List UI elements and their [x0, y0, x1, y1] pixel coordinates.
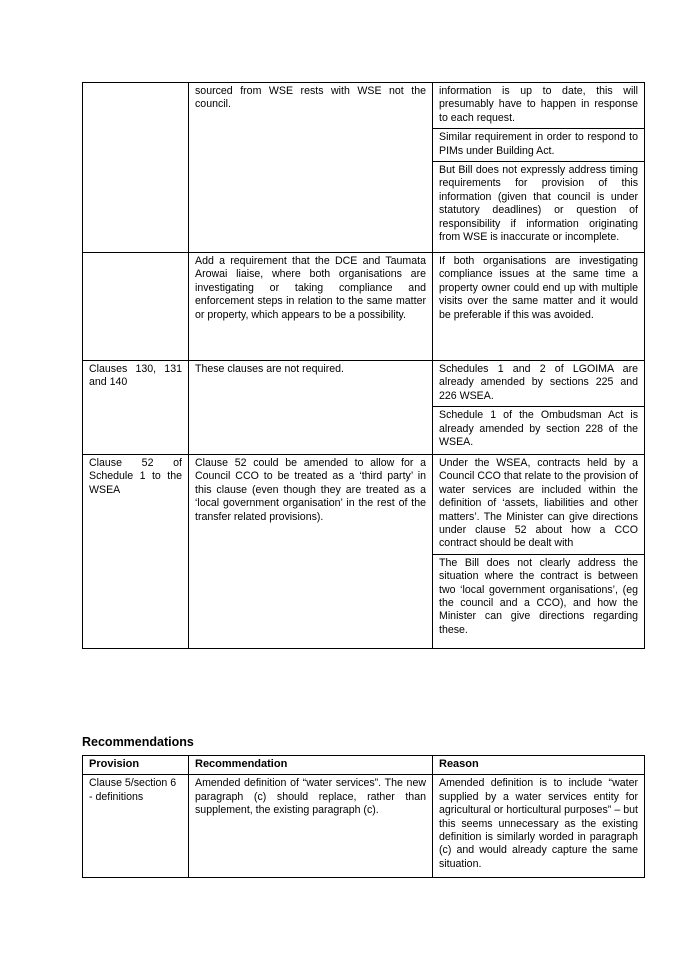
reason-paragraph: Schedules 1 and 2 of LGOIMA are already amended by sections 225 and 226 WSEA. [439, 363, 638, 402]
column-header-reason: Reason [433, 756, 645, 775]
reason-paragraph: The Bill does not clearly address the situation where the contract is between two ‘local government organisations’, (eg the council and a CCO), and how the Minister can give directions regarding these. [433, 554, 644, 640]
reason-paragraph: Similar requirement in order to respond to PIMs under Building Act. [433, 128, 644, 161]
recommendation-cell: These clauses are not required. [189, 361, 433, 455]
table-row [83, 361, 645, 455]
reason-paragraph: information is up to date, this will presumably have to happen in response to each request. [439, 85, 638, 124]
recommendations-heading: Recommendations [82, 735, 194, 749]
reason-cell: If both organisations are investigating compliance issues at the same time a property owner could end up with multiple visits over the same matter and it would be preferable if this was avoided. [433, 253, 645, 361]
reason-cell [433, 361, 645, 455]
reason-paragraph: Under the WSEA, contracts held by a Council CCO that relate to the provision of water services are included within the definition of ‘assets, liabilities and other matters’. The Minister can give directions under clause 52 about how a CCO contract should be dealt with [439, 457, 638, 550]
reason-cell: Amended definition is to include “water supplied by a water services entity for agricultural or horticultural purposes” – but this seems unnecessary as the existing definition is similarly worded in paragraph (c) and would already capture the same situation. [433, 775, 645, 878]
table-row [83, 455, 645, 649]
recommendations-table [82, 755, 645, 878]
provision-cell [83, 83, 189, 253]
column-header-recommendation: Recommendation [189, 756, 433, 775]
recommendation-cell: Add a requirement that the DCE and Taumata Arowai liaise, where both organisations are investigating or taking compliance and enforcement steps in relation to the same matter or property, which appears to be a possibility. [189, 253, 433, 361]
table-header-row [83, 756, 645, 775]
column-header-provision: Provision [83, 756, 189, 775]
table-row [83, 253, 645, 361]
recommendation-cell: Clause 52 could be amended to allow for a Council CCO to be treated as a ‘third party’ in this clause (even though they are treated as a ‘local government organisation’ in the rest of the transfer related provisions). [189, 455, 433, 649]
provision-cell: Clause 52 of Schedule 1 to the WSEA [83, 455, 189, 649]
reason-cell [433, 455, 645, 649]
reason-paragraph: But Bill does not expressly address timing requirements for provision of this information (given that council is under statutory deadlines) or question of responsibility if information originating from WSE is inaccurate or incomplete. [433, 161, 644, 247]
recommendation-cell: sourced from WSE rests with WSE not the council. [189, 83, 433, 253]
provision-cell: Clause 5/section 6 - definitions [83, 775, 189, 878]
table-row [83, 775, 645, 878]
provision-cell [83, 253, 189, 361]
reason-paragraph: Schedule 1 of the Ombudsman Act is already amended by section 228 of the WSEA. [433, 406, 644, 452]
recommendation-cell: Amended definition of “water services”. The new paragraph (c) should replace, rather than supplement, the existing paragraph (c). [189, 775, 433, 878]
table-row [83, 83, 645, 253]
reason-cell [433, 83, 645, 253]
comments-table-continued [82, 82, 645, 649]
provision-cell: Clauses 130, 131 and 140 [83, 361, 189, 455]
